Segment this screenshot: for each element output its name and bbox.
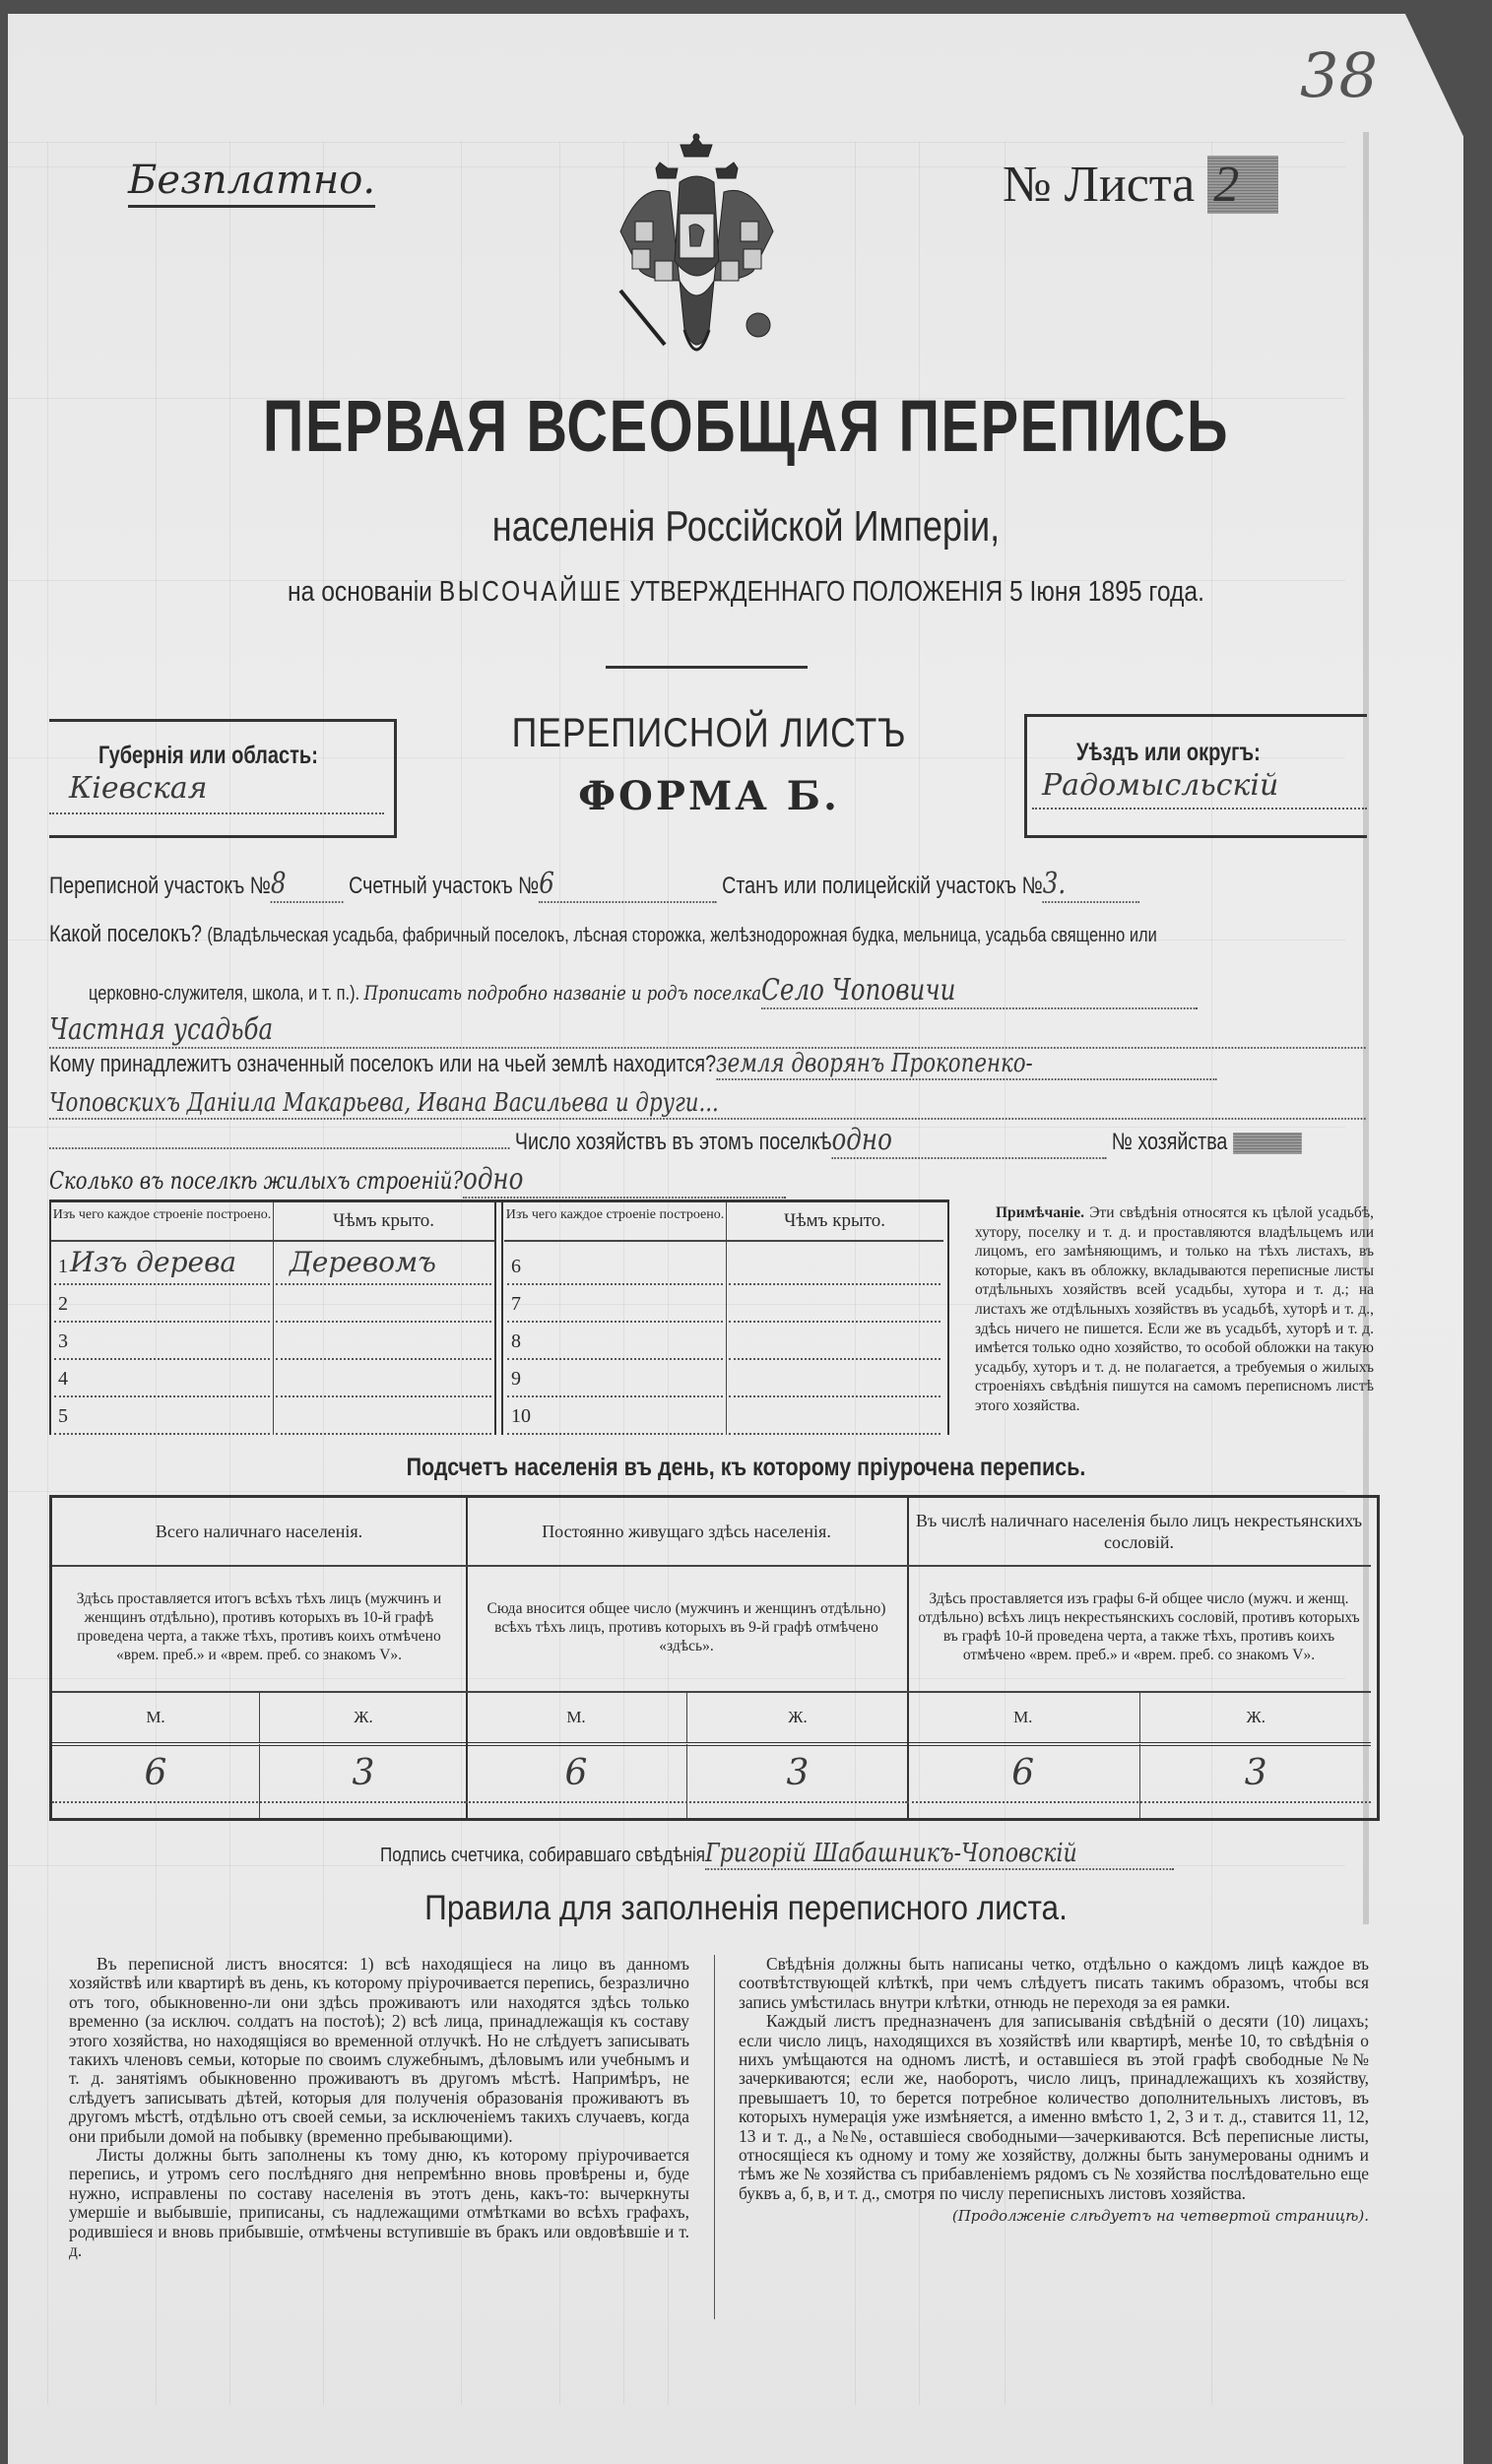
dotted-line — [907, 1801, 1371, 1803]
col-material-2: Изъ чего каждое строеніе построено. — [504, 1202, 726, 1242]
sex-subheader — [466, 1691, 907, 1746]
sex-subheader — [907, 1691, 1371, 1746]
census-district-field[interactable]: 8 — [271, 867, 344, 903]
buildings-material-value: Изъ дерева — [70, 1246, 237, 1278]
buildings-roof-value: Деревомъ — [290, 1246, 436, 1278]
dotted-line — [466, 1801, 907, 1803]
buildings-table — [49, 1200, 949, 1435]
female-count-field[interactable]: 3 — [1139, 1744, 1373, 1818]
population-tally-table — [49, 1495, 1380, 1821]
dotted-line — [52, 1801, 466, 1803]
note-text: Эти свѣдѣнія относятся къ цѣлой усадьбѣ, хутору, поселку и т. д. и проставляются владѣльцемъ или лицомъ, его замѣняющимъ, и только на тѣхъ листахъ, въ которые, какъ въ обложку, вкладываются переписные листы отдѣльныхъ хозяйствъ всей усадьбы, хутора и т. д.; на листахъ же отдѣльныхъ хозяйствъ въ усадьбѣ, хуторѣ и т. д., здѣсь ничего не пишется. Если же въ усадьбѣ, хуторѣ и т. д. имѣется только одно хозяйство, то особой обложки на такую усадьбу, хуторъ и т. д. не полагается, а требуемыя о жилыхъ строеніяхъ свѣдѣнія пишутся на самомъ переписномъ листѣ этого хозяйства. — [975, 1204, 1374, 1414]
district-field[interactable]: Радомысльскій — [1042, 768, 1279, 803]
free-of-charge-label: Безплатно. — [128, 158, 375, 208]
buildings-material-cell[interactable] — [507, 1321, 723, 1360]
households-field[interactable]: одно — [831, 1123, 1106, 1159]
tally-column — [907, 1498, 1371, 1818]
buildings-material-cell[interactable] — [54, 1246, 270, 1285]
owner-row: Кому принадлежитъ означенный поселокъ или на чьей землѣ находится?земля дворянъ Прокопенко- — [49, 1049, 1216, 1080]
legal-basis: на основаніи ВЫСОЧАЙШЕ УТВЕРЖДЕННАГО ПОЛОЖЕНІЯ 5 Іюня 1895 года. — [288, 576, 1204, 608]
female-count-field[interactable]: 3 — [686, 1744, 908, 1818]
district-numbers-row: Переписной участокъ №8 Счетный участокъ №6 Станъ или полицейскій участокъ №3. — [49, 867, 1139, 903]
tally-description: Сюда вносится общее число (мужчинъ и женщинъ отдѣльно) всѣхъ тѣхъ лицъ, противъ которыхъ въ 9-й графѣ отмѣчено «здѣсь». — [487, 1599, 886, 1654]
buildings-material-cell[interactable] — [54, 1283, 270, 1323]
census-title: ПЕРВАЯ ВСЕОБЩАЯ ПЕРЕПИСЬ — [262, 385, 1230, 467]
row-number: 9 — [511, 1368, 521, 1390]
sex-subheader — [52, 1691, 466, 1746]
buildings-roof-cell[interactable] — [276, 1321, 491, 1360]
household-no-field[interactable] — [1233, 1133, 1302, 1154]
row-number: 8 — [511, 1330, 521, 1352]
sheet-number-value: 2 — [1207, 156, 1278, 214]
tally-heading: Всего наличнаго населенія. — [52, 1498, 466, 1567]
rules-right-column — [739, 1955, 1369, 2227]
row-number: 10 — [511, 1405, 531, 1427]
row-number: 2 — [58, 1293, 68, 1315]
rules-left-column — [69, 1955, 689, 2261]
owner-row-2 — [49, 1088, 1366, 1120]
settlement-field[interactable]: Село Чоповичи — [761, 973, 1198, 1009]
tally-title: Подсчетъ населенія въ день, къ которому пріурочена перепись. — [406, 1454, 1086, 1481]
col-material: Изъ чего каждое строеніе построено. — [51, 1202, 273, 1242]
owner-field[interactable]: земля дворянъ Прокопенко- — [716, 1049, 1216, 1080]
settlement-row-3 — [49, 1012, 1366, 1049]
buildings-material-cell[interactable] — [507, 1246, 723, 1285]
enumerator-signature-row: Подпись счетчика, собиравшаго свѣдѣніяГригорій Шабашникъ-Чоповскій — [380, 1839, 1174, 1870]
male-count-field[interactable]: 6 — [144, 1753, 167, 1793]
buildings-roof-cell[interactable] — [276, 1246, 491, 1285]
buildings-row: Сколько въ поселкѣ жилыхъ строеній?одно — [49, 1162, 786, 1199]
female-label: Ж. — [1139, 1693, 1373, 1742]
buildings-material-cell[interactable] — [507, 1283, 723, 1323]
row-number: 1 — [58, 1256, 68, 1277]
buildings-roof-cell[interactable] — [276, 1358, 491, 1397]
row-number: 6 — [511, 1256, 521, 1277]
owner-field-2[interactable]: Чоповскихъ Даніила Макарьева, Ивана Васильева и други... — [49, 1088, 1366, 1120]
buildings-material-cell[interactable] — [507, 1395, 723, 1435]
col-roof-2: Чѣмъ крыто. — [726, 1202, 943, 1242]
tally-heading: Постоянно живущаго здѣсь населенія. — [466, 1498, 907, 1567]
row-number: 4 — [58, 1368, 68, 1390]
buildings-roof-cell[interactable] — [729, 1246, 941, 1285]
tally-column — [52, 1498, 468, 1818]
buildings-field[interactable]: одно — [463, 1162, 786, 1199]
form-name: ФОРМА Б. — [578, 773, 840, 819]
tally-description: Здѣсь проставляется итогъ всѣхъ тѣхъ лицъ (мужчинъ и женщинъ отдѣльно), противъ которыхъ въ 10-й графѣ проведена черта, а также тѣхъ, противъ коихъ отмѣчено «врем. преб.» и «врем. преб. со знакомъ V». — [76, 1590, 442, 1663]
police-district-field[interactable]: 3. — [1043, 867, 1139, 903]
buildings-material-cell[interactable] — [54, 1395, 270, 1435]
rules-divider — [714, 1955, 715, 2319]
divider — [606, 666, 808, 669]
sheet-number-label: № Листа — [1003, 157, 1196, 213]
sheet-number — [1003, 156, 1278, 214]
rules-paragraph: Свѣдѣнія должны быть написаны четко, отдѣльно о каждомъ лицѣ каждое въ соотвѣтствующей клѣткѣ, при чемъ слѣдуетъ писать такимъ образомъ, чтобы вся запись умѣстилась внутри клѣтки, отнюдь не переходя за ея рамки. — [739, 1954, 1369, 2012]
counting-district-field[interactable]: 6 — [539, 867, 716, 903]
census-subtitle: населенія Россійской Имперіи, — [491, 502, 1001, 551]
female-label: Ж. — [686, 1693, 908, 1742]
buildings-roof-cell[interactable] — [729, 1283, 941, 1323]
enumerator-signature-field[interactable]: Григорій Шабашникъ-Чоповскій — [705, 1839, 1174, 1870]
female-label: Ж. — [259, 1693, 467, 1742]
households-row: Число хозяйствъ въ этомъ поселкѣодно № хозяйства — [49, 1123, 1302, 1159]
buildings-roof-cell[interactable] — [729, 1395, 941, 1435]
row-number: 7 — [511, 1293, 521, 1315]
note-block — [975, 1203, 1374, 1416]
buildings-material-cell[interactable] — [54, 1321, 270, 1360]
rules-paragraph: Въ переписной листъ вносятся: 1) всѣ находящіеся на лицо въ данномъ хозяйствѣ или квартирѣ въ день, къ которому пріурочивается перепись, безразлично отъ того, обыкновенно-ли они здѣсь проживаютъ или находятся здѣсь только временно (за исключ. солдатъ на постоѣ); 2) всѣ лица, принадлежащія къ составу этого хозяйства, но находящіяся во временной отлучкѣ. Но не слѣдуетъ записывать такихъ членовъ семьи, которые по своимъ служебнымъ, дѣловымъ или учебнымъ и т. д. занятіямъ обыкновенно проживаютъ въ другомъ мѣстѣ. Напримѣръ, не слѣдуетъ записывать дѣтей, которыя для полученія образованія проживаютъ въ другомъ мѣстѣ, отдѣльно отъ своей семьи, за исключеніемъ такихъ случаевъ, когда они прибыли домой на побывку (временно пребывающими). — [69, 1954, 689, 2146]
male-label: М. — [566, 1708, 586, 1726]
male-label: М. — [146, 1708, 165, 1726]
buildings-roof-cell[interactable] — [276, 1283, 491, 1323]
folio-number: 38 — [1300, 39, 1378, 111]
rules-paragraph: Каждый листъ предназначенъ для записыванія свѣдѣній о десяти (10) лицахъ; если число лицъ, находящихся въ хозяйствѣ или квартирѣ, менѣе 10, то свѣдѣнія о нихъ умѣщаются на одномъ листѣ, и оставшіеся въ этой графѣ свободные №№ зачеркиваются; если же, наоборотъ, число лицъ, принадлежащихъ къ хозяйству, превышаетъ 10, то берется потребное количество дополнительныхъ листовъ, въ которыхъ нумерація уже измѣняется, а именно вмѣсто 1, 2, 3 и т. д., ставится 11, 12, 13 и т. д., а №№, оставшіеся свободными—зачеркиваются. Всѣ переписные листы, относящіеся къ одному и тому же хозяйству, должны быть занумерованы однимъ и тѣмъ же № хозяйства съ прибавленіемъ рядомъ съ № хозяйства послѣдовательно еще буквъ а, б, в, и т. д., смотря по числу переписныхъ листовъ хозяйства. — [739, 2011, 1369, 2203]
tally-heading: Въ числѣ наличнаго населенія было лицъ некрестьянскихъ сословій. — [907, 1498, 1371, 1567]
rules-paragraph: Листы должны быть заполнены къ тому дню, къ которому пріурочивается перепись, и утромъ сего послѣдняго дня непремѣнно вновь провѣрены и, буде нужно, исправлены по составу населенія въ этотъ день, какъ-то: вычеркнуты умершіе и выбывшіе, приписаны, съ надлежащими отмѣтками во всѣхъ графахъ, родившіеся и вновь прибывшіе, отмѣчены вступившіе въ бракъ или овдовѣвшіе и т. д. — [69, 2145, 689, 2261]
settlement-type-field[interactable]: Частная усадьба — [49, 1012, 1366, 1049]
male-label: М. — [1013, 1708, 1033, 1726]
tally-column — [466, 1498, 909, 1818]
tally-description: Здѣсь проставляется изъ графы 6-й общее число (мужч. и женщ. отдѣльно) всѣхъ лицъ некрестьянскихъ сословій, противъ которыхъ въ графѣ 10-й проведена черта, а также тѣхъ, противъ коихъ отмѣчено «врем. преб.» и «врем. преб. со знакомъ V». — [918, 1590, 1360, 1663]
male-count-field[interactable]: 6 — [564, 1753, 588, 1793]
buildings-material-cell[interactable] — [54, 1358, 270, 1397]
district-label: Уѣздъ или округъ: — [1076, 739, 1261, 766]
district-box — [1024, 714, 1367, 838]
form-title: ПЕРЕПИСНОЙ ЛИСТЪ — [511, 709, 907, 755]
buildings-roof-cell[interactable] — [729, 1358, 941, 1397]
continued-note: (Продолженіе слѣдуетъ на четвертой страницѣ). — [951, 2207, 1369, 2226]
province-box — [49, 719, 397, 838]
row-number: 5 — [58, 1405, 68, 1427]
male-count-field[interactable]: 6 — [1011, 1753, 1035, 1793]
province-label: Губернія или область: — [98, 742, 318, 769]
female-count-field[interactable]: 3 — [259, 1744, 467, 1818]
buildings-material-cell[interactable] — [507, 1358, 723, 1397]
row-number: 3 — [58, 1330, 68, 1352]
imperial-eagle-emblem-icon — [611, 133, 783, 369]
rules-title: Правила для заполненія переписного листа. — [424, 1889, 1068, 1927]
note-label: Примѣчаніе. — [996, 1204, 1084, 1221]
buildings-roof-cell[interactable] — [276, 1395, 491, 1435]
col-roof: Чѣмъ крыто. — [273, 1202, 494, 1242]
buildings-roof-cell[interactable] — [729, 1321, 941, 1360]
settlement-row: Какой поселокъ? (Владѣльческая усадьба, фабричный поселокъ, лѣсная сторожка, желѣзнодорожная будка, мельница, усадьба священно или — [49, 921, 1157, 947]
settlement-row-2: церковно-служителя, школа, и т. п.). Прописать подробно названіе и родъ поселкаСело Чоповичи — [89, 973, 1198, 1009]
province-field[interactable]: Кіевская — [69, 771, 208, 806]
